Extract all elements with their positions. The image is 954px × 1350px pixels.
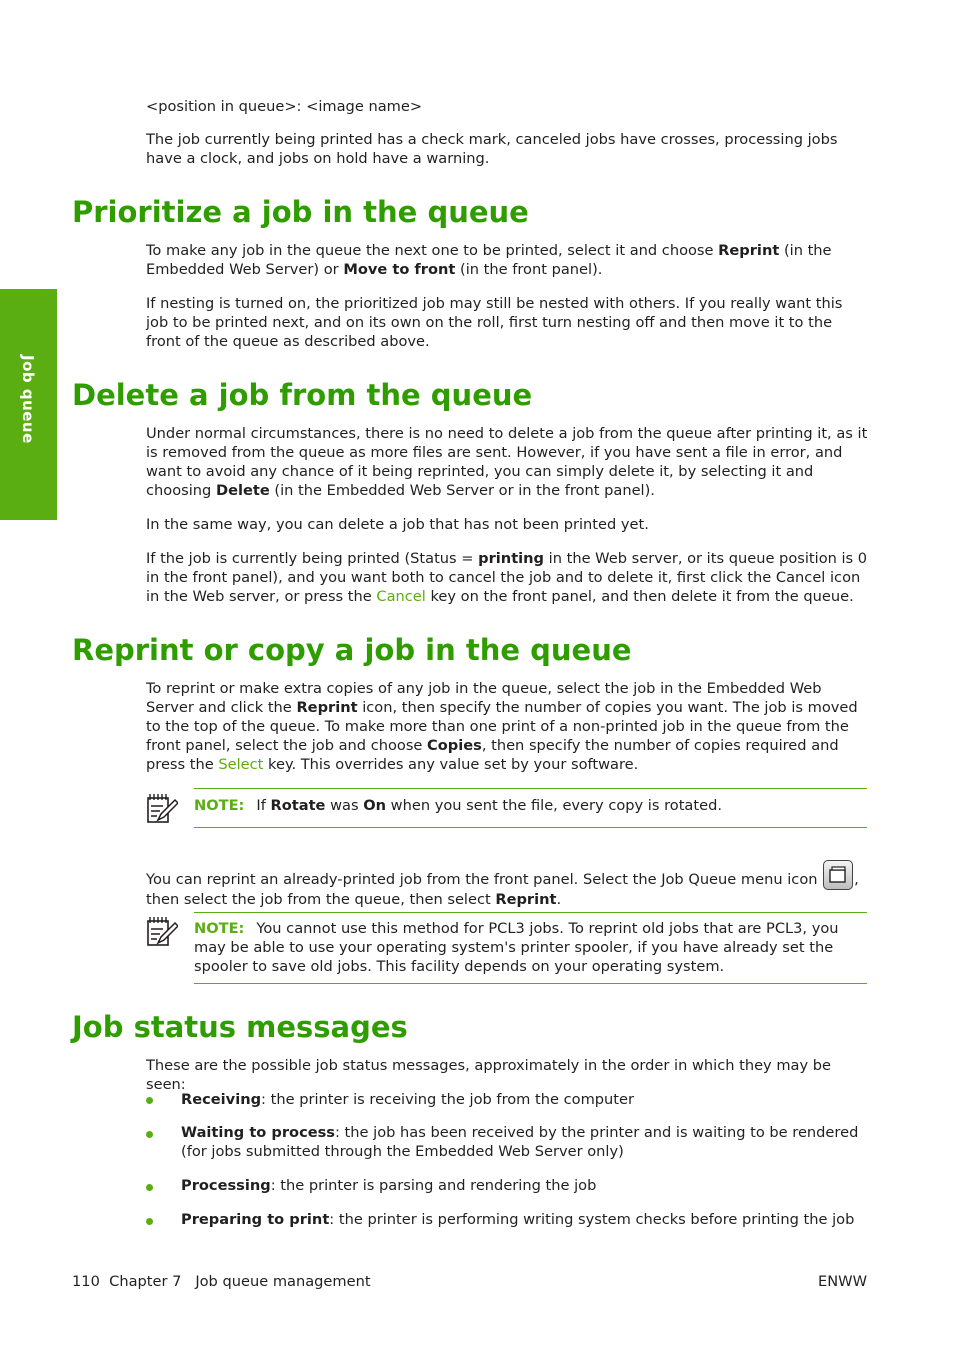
text: To reprint or make extra copies of any job in the queue, select the job in the Embedded Web Server and click the — [146, 680, 822, 716]
term-reprint: Reprint — [718, 242, 780, 259]
bullet-icon — [146, 1184, 153, 1191]
side-tab — [0, 289, 57, 520]
job-queue-menu-icon — [823, 860, 853, 890]
term-copies: Copies — [427, 737, 482, 754]
key-select: Select — [218, 756, 264, 773]
bullet-icon — [146, 1097, 153, 1104]
side-tab-label: Job queue — [19, 355, 37, 444]
key-cancel: Cancel — [376, 588, 426, 605]
text: icon, then specify the number of copies you want. The job is moved to the top of the queue. To make more than one print of a non-printed job in the queue from the front panel, select the job and choose — [146, 699, 858, 754]
heading-delete: Delete a job from the queue — [72, 378, 533, 412]
text: You can reprint an already-printed job from the front panel. Select the Job Queue menu icon — [146, 871, 823, 888]
text: If the job is currently being printed (Status = — [146, 550, 479, 567]
list-item — [181, 1123, 867, 1161]
list-item — [181, 1090, 867, 1109]
term-rotate: Rotate — [270, 797, 326, 814]
text: You cannot use this method for PCL3 jobs. To reprint old jobs that are PCL3, you may be able to use your operating system's printer spooler, if you have already set the spooler to save old jobs. This facility depends on your operating system. — [194, 920, 839, 975]
text: when you sent the file, every copy is rotated. — [386, 797, 722, 814]
note-pcl3 — [194, 919, 867, 976]
note-rotate — [194, 796, 867, 815]
note-rule-top — [194, 788, 867, 789]
text: key. This overrides any value set by your software. — [263, 756, 639, 773]
status-term: Preparing to print — [181, 1211, 330, 1228]
delete-paragraph-1 — [146, 424, 868, 500]
text: (in the front panel). — [455, 261, 603, 278]
reprint-paragraph-1 — [146, 679, 868, 774]
note-rule-bottom — [194, 827, 867, 828]
status-desc: : the printer is receiving the job from the computer — [261, 1091, 634, 1108]
term-delete: Delete — [215, 482, 270, 499]
text: key on the front panel, and then delete it from the queue. — [425, 588, 854, 605]
status-intro: These are the possible job status messages, approximately in the order in which they may be seen: — [146, 1057, 832, 1093]
status-desc: : the job has been received by the printer and is waiting to be rendered (for jobs submitted through the Embedded Web Server only) — [181, 1124, 859, 1160]
status-term: Waiting to process — [181, 1124, 335, 1141]
text: To make any job in the queue the next one to be printed, select it and choose — [146, 242, 719, 259]
note-label: NOTE: — [194, 797, 245, 814]
queue-entry-format: <position in queue>: <image name> — [146, 98, 423, 115]
status-term: Processing — [181, 1177, 271, 1194]
term-reprint: Reprint — [495, 891, 557, 908]
footer-page-info: 110 Chapter 7 Job queue management — [72, 1273, 371, 1290]
bullet-icon — [146, 1131, 153, 1138]
footer-edition: ENWW — [818, 1273, 867, 1290]
text: , then select the job from the queue, then select — [146, 871, 859, 908]
delete-paragraph-2: In the same way, you can delete a job that has not been printed yet. — [146, 516, 649, 533]
prioritize-paragraph-2: If nesting is turned on, the prioritized job may still be nested with others. If you really want this job to be printed next, and on its own on the roll, first turn nesting off and then move it to the front of the queue as described above. — [146, 295, 843, 350]
heading-reprint: Reprint or copy a job in the queue — [72, 633, 632, 667]
text: If — [256, 797, 271, 814]
text: Under normal circumstances, there is no need to delete a job from the queue after printing it, as it is removed from the queue as more files are sent. However, if you have sent a file in error, and want to avoid any chance of it being reprinted, you can simply delete it, by selecting it and choosing — [146, 425, 868, 499]
text: in the Web server, or its queue position is 0 in the front panel), and you want both to cancel the job and to delete it, first click the Cancel icon in the Web server, or press the — [146, 550, 868, 605]
term-printing: printing — [478, 550, 545, 567]
prioritize-paragraph-1 — [146, 241, 868, 279]
reprint-paragraph-2 — [146, 860, 868, 909]
note-icon — [146, 915, 178, 947]
list-item — [181, 1176, 867, 1195]
note-rule-top — [194, 912, 867, 913]
list-item — [181, 1210, 867, 1229]
delete-paragraph-3 — [146, 549, 868, 606]
heading-prioritize: Prioritize a job in the queue — [72, 195, 529, 229]
text: (in the Embedded Web Server) or — [146, 242, 832, 278]
text: , then specify the number of copies required and press the — [146, 737, 839, 773]
status-term: Receiving — [181, 1091, 262, 1108]
heading-job-status: Job status messages — [72, 1010, 408, 1044]
note-rule-bottom — [194, 983, 867, 984]
text: . — [556, 891, 562, 908]
note-icon — [146, 792, 178, 824]
intro-paragraph: The job currently being printed has a check mark, canceled jobs have crosses, processing jobs have a clock, and jobs on hold have a warning. — [146, 131, 838, 167]
term-reprint: Reprint — [296, 699, 358, 716]
text: was — [325, 797, 364, 814]
term-move-to-front: Move to front — [343, 261, 456, 278]
bullet-icon — [146, 1218, 153, 1225]
note-label: NOTE: — [194, 920, 245, 937]
status-desc: : the printer is parsing and rendering the job — [270, 1177, 597, 1194]
text: (in the Embedded Web Server or in the front panel). — [269, 482, 655, 499]
status-desc: : the printer is performing writing system checks before printing the job — [329, 1211, 855, 1228]
term-on: On — [363, 797, 387, 814]
